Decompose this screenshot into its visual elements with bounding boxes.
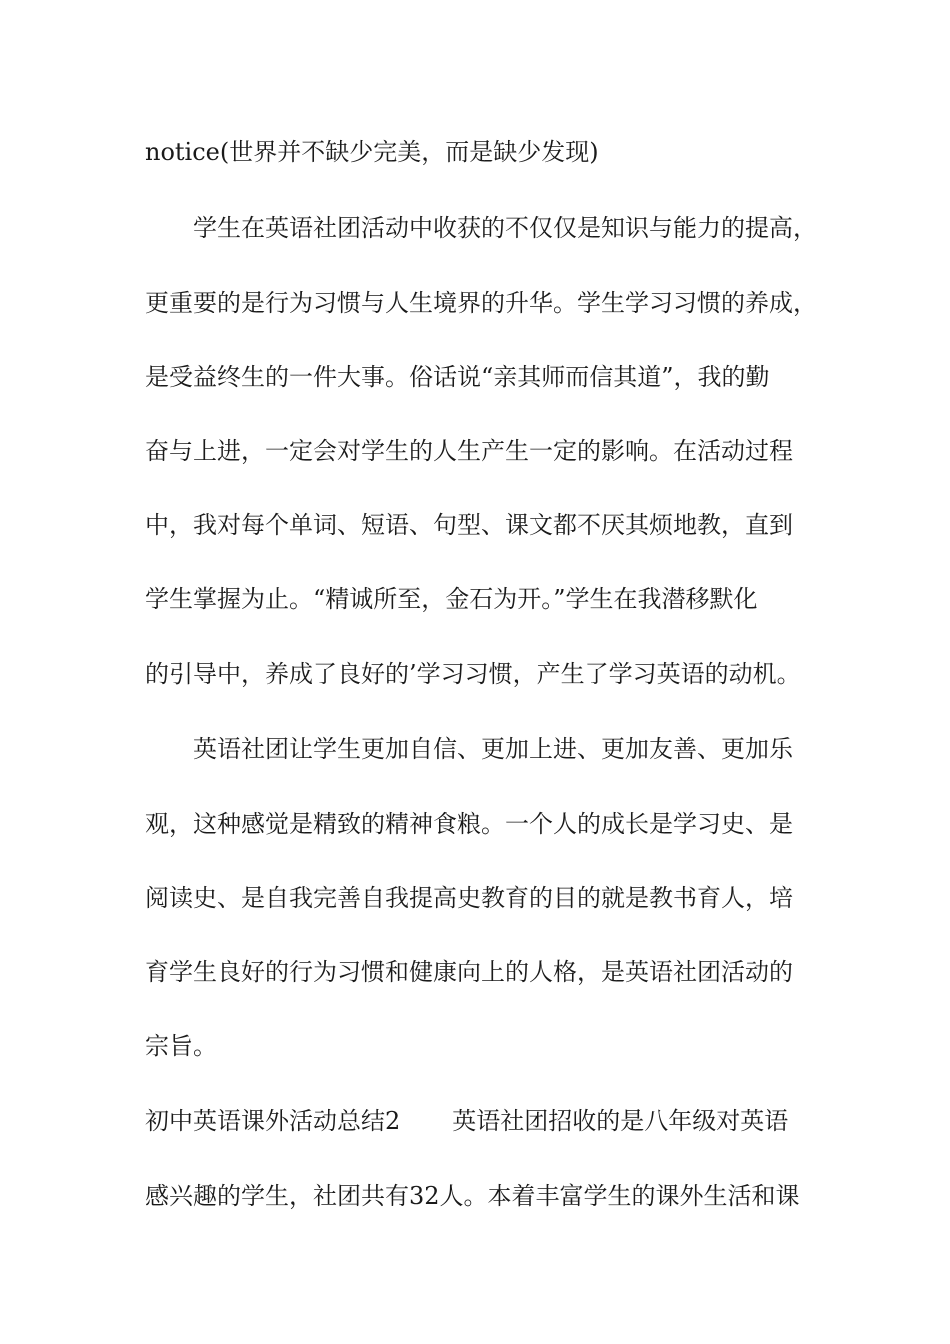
paragraph-line: 更重要的是行为习惯与人生境界的升华。学生学习习惯的养成， — [145, 289, 817, 317]
paragraph-line: 中，我对每个单词、短语、句型、课文都不厌其烦地教，直到 — [145, 511, 793, 539]
section-heading: 初中英语课外活动总结2 — [145, 1107, 401, 1135]
paragraph-line: 学生在英语社团活动中收获的不仅仅是知识与能力的提高， — [193, 214, 817, 242]
paragraph-line: 的引导中，养成了良好的’学习习惯，产生了学习英语的动机。 — [145, 660, 801, 688]
paragraph-line: 阅读史、是自我完善自我提高史教育的目的就是教书育人，培 — [145, 884, 793, 912]
paragraph-line: 英语社团让学生更加自信、更加上进、更加友善、更加乐 — [193, 735, 793, 763]
paragraph-line: 观，这种感觉是精致的精神食粮。一个人的成长是学习史、是 — [145, 810, 793, 838]
section-heading-line — [145, 1106, 835, 1136]
paragraph-line: 学生掌握为止。“精诚所至，金石为开。”学生在我潜移默化 — [145, 585, 758, 613]
paragraph-line: 感兴趣的学生，社团共有32人。本着丰富学生的课外生活和课 — [145, 1182, 800, 1210]
paragraph-line: 育学生良好的行为习惯和健康向上的人格，是英语社团活动的 — [145, 958, 793, 986]
section-first-line: 英语社团招收的是八年级对英语 — [452, 1107, 789, 1135]
paragraph-line: 是受益终生的一件大事。俗话说“亲其师而信其道”，我的勤 — [145, 363, 770, 391]
paragraph-line: 宗旨。 — [145, 1032, 217, 1060]
paragraph-line: notice(世界并不缺少完美，而是缺少发现) — [145, 138, 599, 166]
paragraph-line: 奋与上进，一定会对学生的人生产生一定的影响。在活动过程 — [145, 437, 793, 465]
